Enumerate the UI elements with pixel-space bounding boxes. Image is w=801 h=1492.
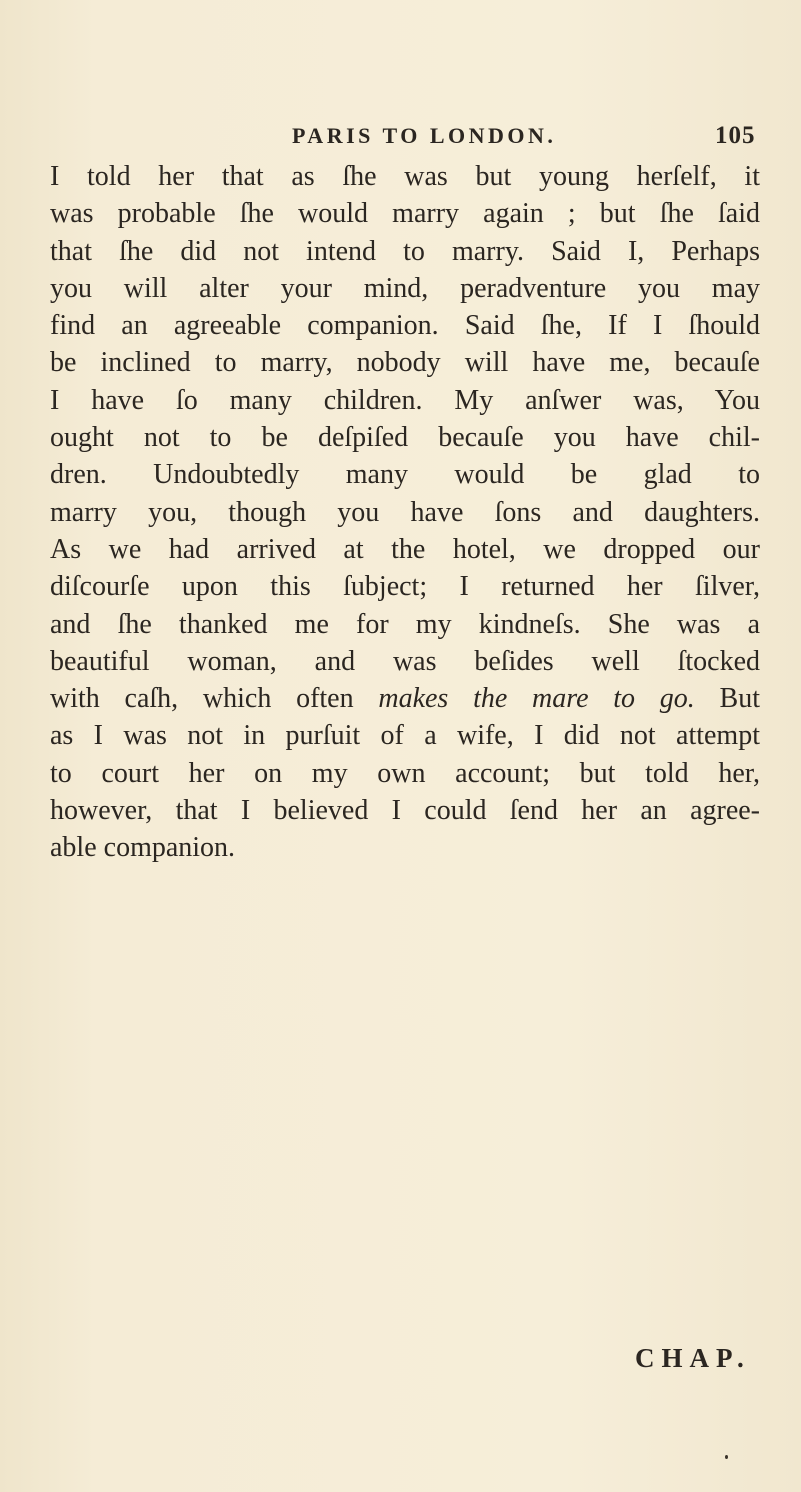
text-line: as I was not in purſuit of a wife, I did not attempt <box>50 720 760 752</box>
text-line: you will alter your mind, peradventure you may <box>50 272 760 304</box>
text-line: and ſhe thanked me for my kindneſs. She was a <box>50 608 760 640</box>
catchword: CHAP. <box>635 1343 751 1373</box>
text-line: beautiful woman, and was beſides well ſtocked <box>50 645 760 677</box>
text-line: I told her that as ſhe was but young herſelf, it <box>50 161 760 192</box>
text-line: marry you, though you have ſons and daughters. <box>50 496 760 528</box>
text-line: I have ſo many children. My anſwer was, You <box>50 384 760 416</box>
text-line: dren. Undoubtedly many would be glad to <box>50 459 760 491</box>
text-line-mixed <box>50 680 760 717</box>
text-fragment: with caſh, which often <box>50 683 354 715</box>
page-number: 105 <box>715 122 756 149</box>
text-line: to court her on my own account; but told her, <box>50 757 760 789</box>
text-line: was probable ſhe would marry again ; but ſhe ſaid <box>50 198 760 230</box>
running-title: PARIS TO LONDON. <box>292 123 557 148</box>
ink-speck <box>725 1455 728 1459</box>
body-text <box>50 158 760 867</box>
text-line-last: able companion. <box>50 832 236 864</box>
text-line: be inclined to marry, nobody will have me, becauſe <box>50 347 760 379</box>
text-line: ought not to be deſpiſed becauſe you have chil- <box>50 422 760 454</box>
italic-phrase: makes the mare to go. <box>378 683 695 715</box>
text-line: diſcourſe upon this ſubject; I returned her ſilver, <box>50 571 760 603</box>
text-fragment: But <box>719 683 761 715</box>
text-line: however, that I believed I could ſend her an agree- <box>50 795 760 827</box>
text-line: As we had arrived at the hotel, we dropped our <box>50 533 760 565</box>
text-line: that ſhe did not intend to marry. Said I, Perhaps <box>50 235 760 267</box>
text-line: find an agreeable companion. Said ſhe, If I ſhould <box>50 310 760 342</box>
page-header <box>0 120 801 160</box>
